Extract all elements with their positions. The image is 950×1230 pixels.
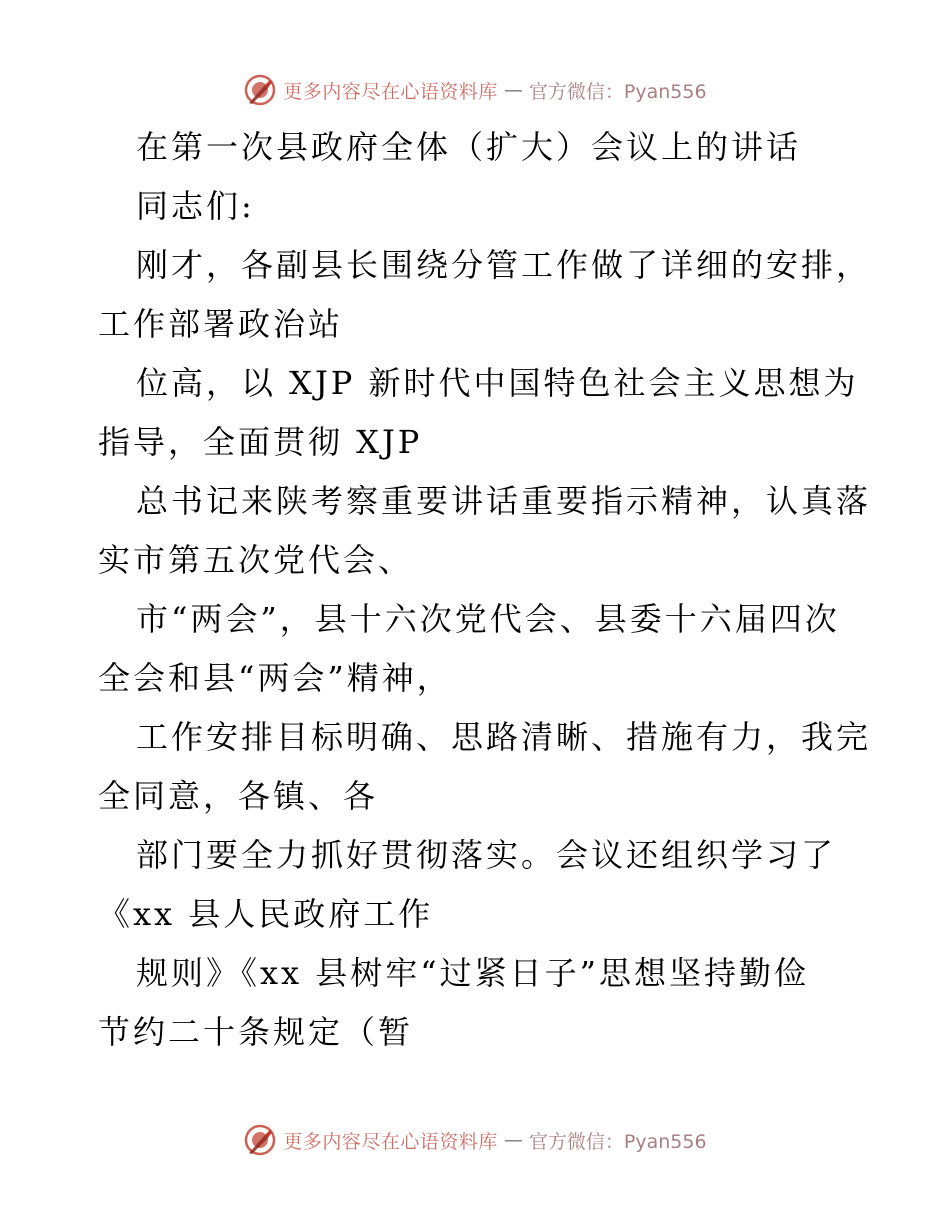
paragraph bbox=[98, 472, 872, 590]
watermark-title: 更多内容尽在心语资料库 bbox=[283, 80, 498, 103]
footer-watermark bbox=[0, 1120, 950, 1160]
watermark-title: 更多内容尽在心语资料库 bbox=[283, 1130, 498, 1153]
line-first: 规则》《xx 县树牢“过紧日子”思想坚持勤俭 bbox=[136, 954, 809, 992]
watermark-contact: 官方微信：Pyan556 bbox=[528, 80, 707, 103]
paragraph-salutation bbox=[98, 177, 858, 236]
watermark-separator: — bbox=[503, 1129, 523, 1151]
watermark-separator: — bbox=[503, 79, 523, 101]
line-continuation: 实市第五次党代会、 bbox=[98, 541, 414, 579]
line-continuation: 指导，全面贯彻 XJP bbox=[98, 423, 423, 461]
pen-seal-icon bbox=[243, 1123, 277, 1157]
paragraph bbox=[98, 590, 858, 708]
line-continuation: 《xx 县人民政府工作 bbox=[98, 895, 434, 933]
line-first: 刚才，各副县长围绕分管工作做了详细的安排， bbox=[136, 246, 872, 284]
header-watermark bbox=[0, 70, 950, 110]
line-first: 位高，以 XJP 新时代中国特色社会主义思想为 bbox=[136, 364, 859, 402]
watermark-contact: 官方微信：Pyan556 bbox=[528, 1130, 707, 1153]
paragraph bbox=[98, 708, 872, 826]
paragraph bbox=[98, 354, 858, 472]
line-first: 同志们: bbox=[136, 187, 255, 225]
line-first: 部门要全力抓好贯彻落实。会议还组织学习了 bbox=[136, 836, 837, 874]
document-body bbox=[98, 118, 872, 1062]
line-first: 市“两会”，县十六次党代会、县委十六届四次 bbox=[136, 600, 840, 638]
line-continuation: 全同意，各镇、各 bbox=[98, 777, 379, 815]
pen-seal-icon bbox=[243, 73, 277, 107]
paragraph bbox=[98, 236, 872, 354]
line-first: 在第一次县政府全体（扩大）会议上的讲话 bbox=[136, 128, 802, 166]
paragraph-title bbox=[98, 118, 858, 177]
line-continuation: 全会和县“两会”精神， bbox=[98, 659, 452, 697]
line-continuation: 节约二十条规定（暂 bbox=[98, 1013, 414, 1051]
line-first: 工作安排目标明确、思路清晰、措施有力，我完 bbox=[136, 718, 872, 756]
paragraph bbox=[98, 944, 858, 1062]
paragraph bbox=[98, 826, 858, 944]
line-first: 总书记来陕考察重要讲话重要指示精神，认真落 bbox=[136, 482, 872, 520]
line-continuation: 工作部署政治站 bbox=[98, 305, 344, 343]
